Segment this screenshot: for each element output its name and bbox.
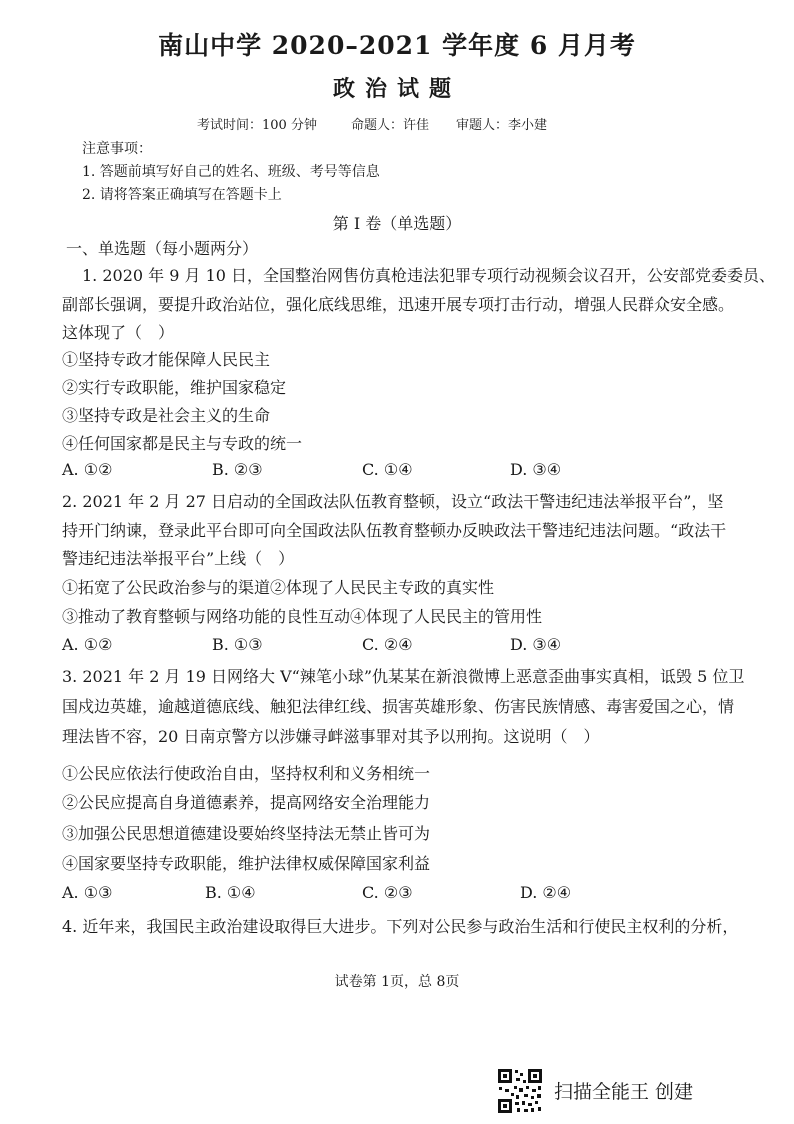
q3-option-b: B. ①④: [205, 883, 256, 902]
setter: 命题人：许佳: [351, 118, 430, 133]
q1-statement: ③坚持专政是社会主义的生命: [62, 406, 271, 425]
q2-option-d: D. ③④: [510, 635, 562, 654]
q1-option-b: B. ②③: [212, 460, 263, 479]
qr-code-icon: [496, 1067, 544, 1115]
page-footer: 试卷第 1页，总 8页: [334, 974, 460, 990]
q3-statement: ②公民应提高自身道德素养，提高网络安全治理能力: [62, 793, 431, 812]
q3-stem-line: 国戍边英雄，逾越道德底线、触犯法律红线、损害英雄形象、伤害民族情感、毒害爱国之心，情: [62, 697, 735, 716]
q1-statement: ①坚持专政才能保障人民民主: [62, 350, 271, 369]
note-item: 2. 请将答案正确填写在答题卡上: [82, 187, 282, 203]
q2-option-b: B. ①③: [212, 635, 263, 654]
q1-statement: ②实行专政职能，维护国家稳定: [62, 378, 287, 397]
q4-stem-line: 4. 近年来，我国民主政治建设取得巨大进步。下列对公民参与政治生活和行使民主权利的分析，: [62, 917, 739, 936]
q1-stem-line: 1. 2020 年 9 月 10 日，全国整治网售仿真枪违法犯罪专项行动视频会议召开，公安部党委委员、: [82, 266, 776, 285]
exam-time: 考试时间：100 分钟: [197, 118, 317, 133]
scanner-watermark: 扫描全能王 创建: [554, 1081, 694, 1103]
q2-option-c: C. ②④: [362, 635, 413, 654]
q3-option-c: C. ②③: [362, 883, 413, 902]
q3-option-d: D. ②④: [520, 883, 572, 902]
q1-stem-line: 副部长强调，要提升政治站位，强化底线思维，迅速开展专项打击行动，增强人民群众安全感。: [62, 295, 735, 314]
q2-option-a: A. ①②: [62, 635, 113, 654]
section-title: 第 I 卷（单选题）: [332, 214, 462, 233]
q2-statement: ①拓宽了公民政治参与的渠道②体现了人民民主专政的真实性: [62, 578, 495, 597]
exam-subject: 政治试题: [332, 76, 461, 102]
q2-statement: ③推动了教育整顿与网络功能的良性互动④体现了人民民主的管用性: [62, 607, 543, 626]
q2-stem-line: 持开门纳谏，登录此平台即可向全国政法队伍教育整顿办反映政法干警违纪违法问题。“政法干: [62, 521, 727, 540]
q3-statement: ③加强公民思想道德建设要始终坚持法无禁止皆可为: [62, 824, 431, 843]
q3-option-a: A. ①③: [62, 883, 113, 902]
q1-stem-line: 这体现了（ ）: [62, 323, 175, 342]
q3-stem-line: 理法皆不容，20 日南京警方以涉嫌寻衅滋事罪对其予以刑拘。这说明（ ）: [62, 727, 600, 746]
q3-statement: ①公民应依法行使政治自由，坚持权利和义务相统一: [62, 764, 431, 783]
q1-option-c: C. ①④: [362, 460, 413, 479]
q1-statement: ④任何国家都是民主与专政的统一: [62, 434, 303, 453]
q2-stem-line: 警违纪违法举报平台”上线（ ）: [62, 549, 295, 568]
note-item: 1. 答题前填写好自己的姓名、班级、考号等信息: [82, 164, 380, 180]
notes-heading: 注意事项：: [82, 141, 152, 157]
q1-option-d: D. ③④: [510, 460, 562, 479]
q3-stem-line: 3. 2021 年 2 月 19 日网络大 V“辣笔小球”仇某某在新浪微博上恶意歪曲事实真相，诋毁 5 位卫: [62, 667, 745, 686]
q3-statement: ④国家要坚持专政职能，维护法律权威保障国家利益: [62, 854, 431, 873]
q1-option-a: A. ①②: [62, 460, 113, 479]
part-title: 一、单选题（每小题两分）: [66, 239, 259, 258]
reviewer: 审题人：李小建: [456, 118, 548, 133]
exam-title: 南山中学 2020–2021 学年度 6 月月考: [158, 31, 636, 60]
q2-stem-line: 2. 2021 年 2 月 27 日启动的全国政法队伍教育整顿，设立“政法干警违纪违法举报平台”，坚: [62, 492, 724, 511]
